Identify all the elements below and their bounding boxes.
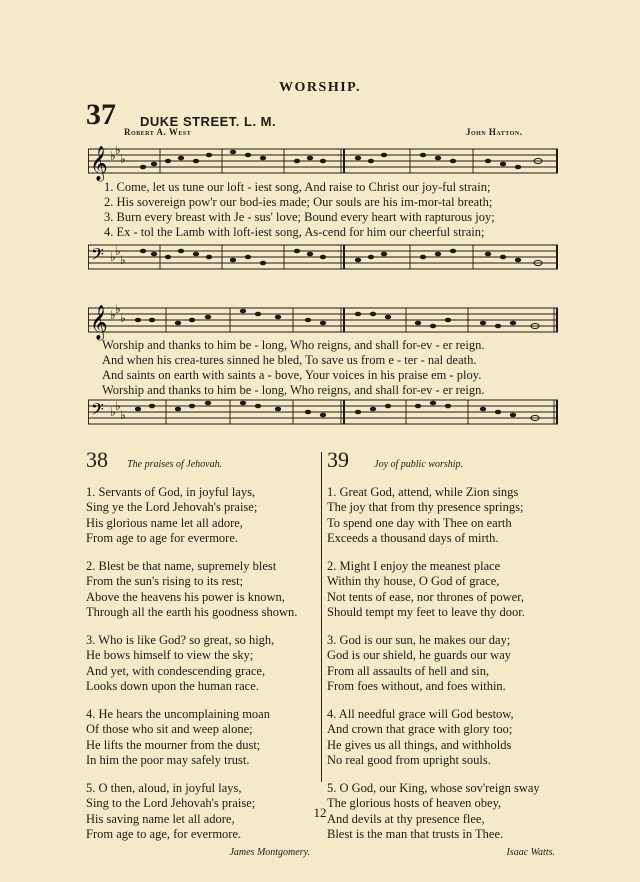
verse-line: Not tents of ease, nor thrones of power, bbox=[327, 589, 525, 604]
svg-text:♭: ♭ bbox=[120, 311, 126, 325]
stanza bbox=[86, 485, 318, 547]
verse-line: From the sun's rising to its rest; bbox=[86, 574, 244, 588]
svg-text:♭: ♭ bbox=[110, 149, 116, 163]
verse-line: Sing to the Lord Jehovah's praise; bbox=[86, 796, 256, 810]
svg-text:𝄢: 𝄢 bbox=[91, 244, 104, 268]
page-number: 12 bbox=[313, 805, 327, 820]
hymn-39-number: 39 bbox=[327, 447, 349, 472]
svg-text:♭: ♭ bbox=[110, 405, 116, 419]
verse-line: His glorious name let all adore, bbox=[86, 515, 243, 530]
verse-line: Sing ye the Lord Jehovah's praise; bbox=[86, 500, 258, 514]
svg-text:♭: ♭ bbox=[120, 253, 126, 267]
stanza bbox=[327, 633, 563, 695]
verse-line: From age to age for evermore. bbox=[86, 531, 239, 545]
verse-line: 3. Who is like God? so great, so high, bbox=[86, 632, 275, 647]
verse-line: 4. He hears the uncomplaining moan bbox=[86, 706, 270, 721]
verse-line: The glorious hosts of heaven obey, bbox=[327, 796, 502, 810]
verse-line: From foes without, and foes within. bbox=[327, 679, 506, 693]
stanza bbox=[86, 707, 318, 769]
verse-line: From all assaults of hell and sin, bbox=[327, 663, 490, 678]
lyric-line: And saints on earth with saints a - bove, Your voices in his praise em - ploy. bbox=[102, 368, 482, 382]
hymn-38-credit: James Montgomery. bbox=[229, 846, 310, 858]
verse-line: Above the heavens his power is known, bbox=[86, 589, 285, 604]
verse-line: Exceeds a thousand days of mirth. bbox=[327, 531, 499, 545]
verse-line: He bows himself to view the sky; bbox=[86, 648, 254, 662]
hymn-38-subtitle: The praises of Jehovah. bbox=[127, 459, 223, 470]
svg-text:♭: ♭ bbox=[110, 250, 116, 264]
lyric-line: And when his crea-tures sinned he bled, To save us from e - ter - nal death. bbox=[102, 353, 477, 367]
stanza bbox=[327, 559, 563, 621]
verse-line: In him the poor may safely trust. bbox=[86, 753, 250, 767]
bass-staff-system-1 bbox=[88, 239, 558, 279]
system-2-lyrics bbox=[102, 338, 484, 398]
verse-line: And devils at thy presence flee, bbox=[327, 811, 485, 826]
verse-line: 4. All needful grace will God bestow, bbox=[327, 706, 514, 721]
svg-text:𝄞: 𝄞 bbox=[90, 305, 108, 340]
column-divider bbox=[321, 452, 322, 782]
verse-line: 5. O God, our King, whose sov'reign sway bbox=[327, 780, 540, 795]
verse-line: 3. God is our sun, he makes our day; bbox=[327, 632, 511, 647]
verse-line: 1. Great God, attend, while Zion sings bbox=[327, 484, 519, 499]
verse-line: 5. O then, aloud, in joyful lays, bbox=[86, 780, 242, 795]
hymn-39-credit: Isaac Watts. bbox=[506, 846, 555, 858]
verse-line: Looks down upon the human race. bbox=[86, 679, 259, 693]
stanza bbox=[86, 559, 318, 621]
lyric-line: 4. Ex - tol the Lamb with loft-iest song, As-cend for him our cheerful strain; bbox=[104, 225, 485, 239]
system-1-lyrics bbox=[104, 180, 495, 240]
stanza bbox=[327, 707, 563, 769]
stanza bbox=[327, 485, 563, 547]
svg-text:𝄢: 𝄢 bbox=[91, 399, 104, 423]
verse-line: Within thy house, O God of grace, bbox=[327, 574, 500, 588]
lyric-line: 1. Come, let us tune our loft - iest song, And raise to Christ our joy-ful strain; bbox=[104, 180, 491, 194]
lyric-line: 3. Burn every breast with Je - sus' love; Bound every heart with rapturous joy; bbox=[104, 210, 495, 224]
svg-text:♭: ♭ bbox=[115, 244, 121, 258]
svg-text:♭: ♭ bbox=[120, 152, 126, 166]
hymn-39-subtitle: Joy of public worship. bbox=[374, 459, 464, 470]
hymn-38-number: 38 bbox=[86, 447, 108, 472]
verse-line: No real good from upright souls. bbox=[327, 753, 491, 767]
verse-line: God is our shield, he guards our way bbox=[327, 648, 511, 662]
composer-credit: John Hatton. bbox=[466, 127, 523, 137]
hymn-37-number: 37 bbox=[86, 98, 116, 131]
svg-text:♭: ♭ bbox=[110, 308, 116, 322]
svg-text:♭: ♭ bbox=[115, 399, 121, 413]
stanza bbox=[86, 633, 318, 695]
verse-line: 2. Blest be that name, supremely blest bbox=[86, 558, 277, 573]
verse-line: He lifts the mourner from the dust; bbox=[86, 737, 261, 752]
svg-text:♭: ♭ bbox=[115, 143, 121, 157]
verse-line: And crown that grace with glory too; bbox=[327, 722, 513, 736]
verse-line: To spend one day with Thee on earth bbox=[327, 515, 512, 530]
verse-line: Of those who sit and weep alone; bbox=[86, 722, 253, 736]
lyricist-credit: Robert A. West bbox=[124, 127, 192, 137]
svg-text:♭: ♭ bbox=[115, 302, 121, 316]
lyric-line: Worship and thanks to him be - long, Who reigns, and shall for-ev - er reign. bbox=[102, 383, 485, 397]
lyric-line: 2. His sovereign pow'r our bod-ies made; Our souls are his im-mor-tal breath; bbox=[104, 195, 493, 209]
verse-line: Blest is the man that trusts in Thee. bbox=[327, 827, 504, 841]
verse-line: 2. Might I enjoy the meanest place bbox=[327, 558, 501, 573]
svg-text:𝄞: 𝄞 bbox=[90, 146, 108, 181]
bass-staff-system-2 bbox=[88, 396, 558, 432]
svg-text:♭: ♭ bbox=[120, 408, 126, 422]
verse-line: Should tempt my feet to leave thy door. bbox=[327, 605, 525, 619]
verse-line: He gives us all things, and withholds bbox=[327, 737, 512, 752]
treble-staff-system-2 bbox=[88, 302, 558, 342]
verse-line: The joy that from thy presence springs; bbox=[327, 500, 524, 514]
verse-line: 1. Servants of God, in joyful lays, bbox=[86, 484, 256, 499]
section-title: WORSHIP. bbox=[279, 80, 361, 95]
hymn-39 bbox=[327, 447, 563, 860]
tune-name: DUKE STREET. L. M. bbox=[140, 114, 277, 129]
verse-line: His saving name let all adore, bbox=[86, 811, 235, 826]
verse-line: And yet, with condescending grace, bbox=[86, 663, 266, 678]
lyric-line: Worship and thanks to him be - long, Who reigns, and shall for-ev - er reign. bbox=[102, 338, 485, 352]
verse-line: Through all the earth his goodness shown. bbox=[86, 605, 298, 619]
hymn-38 bbox=[86, 447, 318, 860]
treble-staff-system-1 bbox=[88, 143, 558, 183]
verse-line: From age to age, for evermore. bbox=[86, 827, 242, 841]
